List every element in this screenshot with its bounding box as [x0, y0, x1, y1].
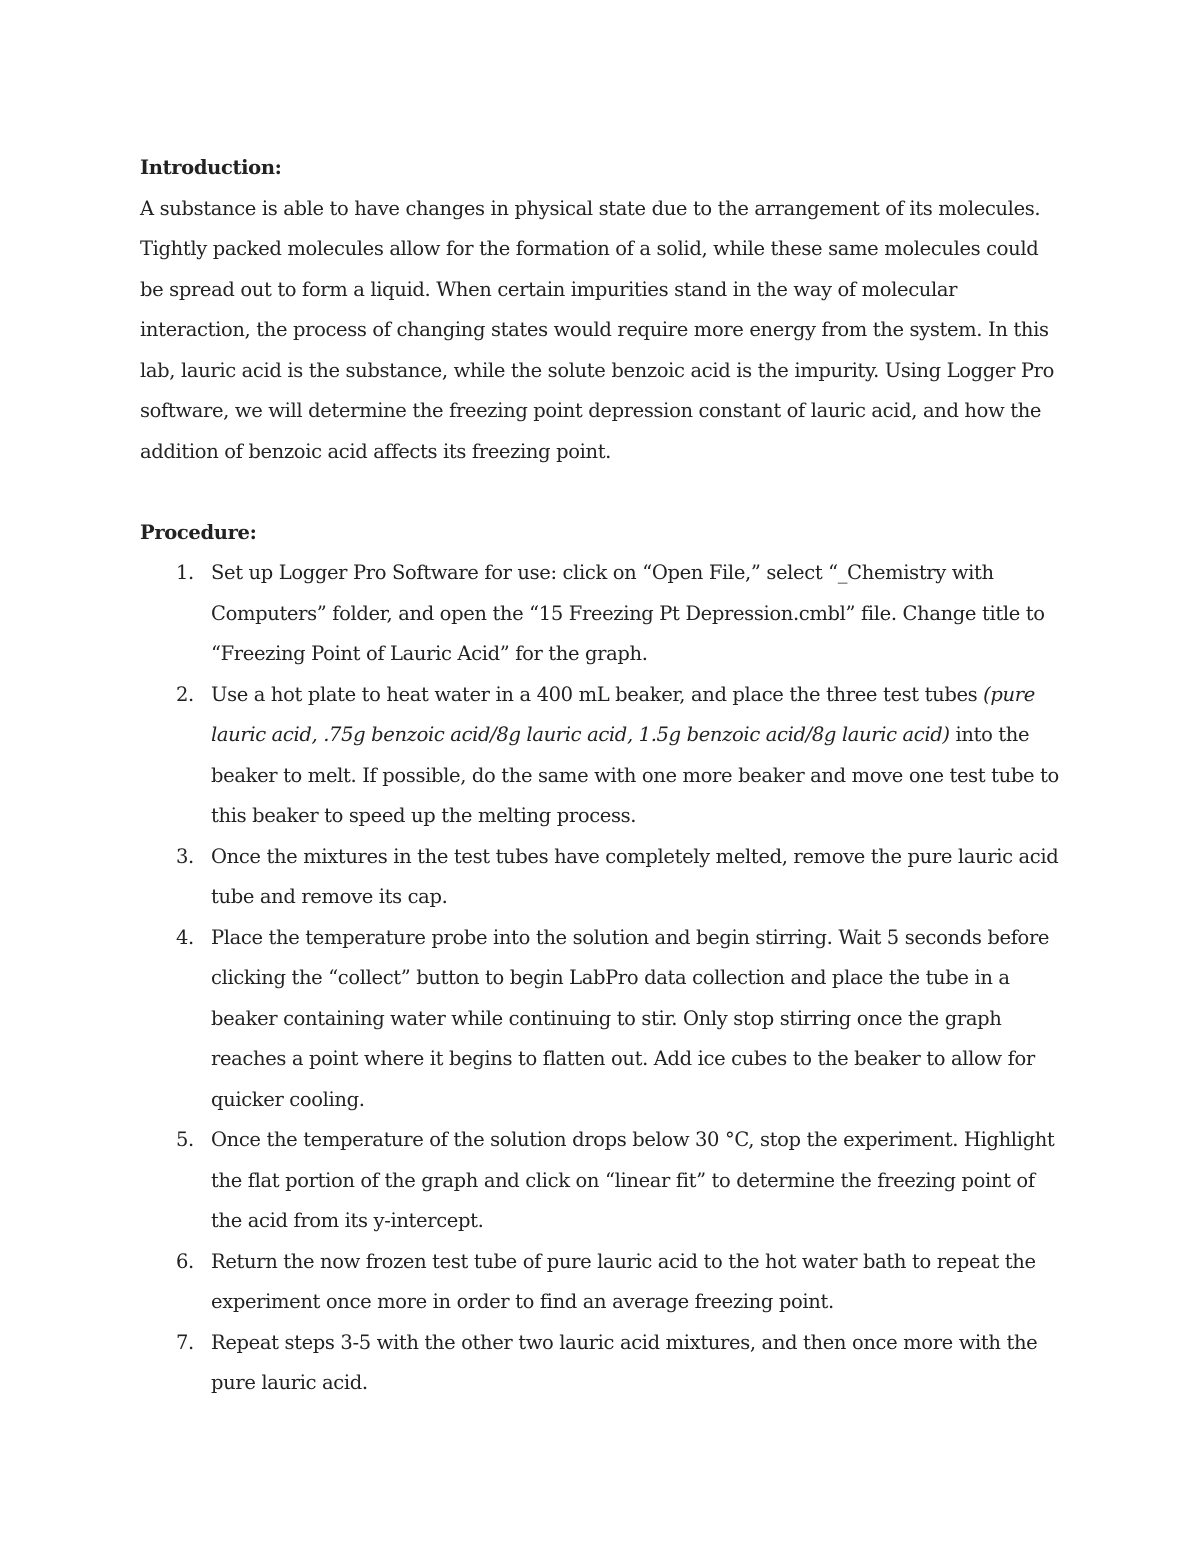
step-text: Repeat steps 3-5 with the other two lauric acid mixtures, and then once more with the pure lauric acid. — [211, 1330, 1038, 1394]
step-text-pre: Use a hot plate to heat water in a 400 mL beaker, and place the three test tubes — [211, 682, 984, 706]
step-number: 6. — [176, 1249, 194, 1273]
step-number: 5. — [176, 1128, 194, 1151]
step-text: Set up Logger Pro Software for use: click on “Open File,” select “_Chemistry with Computers” folder, and open the “15 Freezing Pt Depression.cmbl” file. Change title to “Freezing Point of Lauric Acid” for the graph. — [211, 561, 1045, 665]
step-text: Once the temperature of the solution drops below 30 °C, stop the experiment. Highlight the flat portion of the graph and click on “linear fit” to determine the freezing point of the acid from its y-intercept. — [211, 1128, 1055, 1232]
step-text: Once the mixtures in the test tubes have completely melted, remove the pure lauric acid tube and remove its cap. — [211, 844, 1059, 908]
introduction-paragraph: A substance is able to have changes in physical state due to the arrangement of its molecules. Tightly packed molecules allow for the formation of a solid, while these same molecules could be spread out to form a liquid. When certain impurities stand in the way of molecular interaction, the process of changing states would require more energy from the system. In this lab, lauric acid is the substance, while the solute benzoic acid is the impurity. Using Logger Pro software, we will determine the freezing point depression constant of lauric acid, and how the addition of benzoic acid affects its freezing point. — [140, 196, 1055, 463]
procedure-step-6 — [140, 1242, 1065, 1323]
step-text-post: into the beaker to melt. If possible, do the same with one more beaker and move one test tube to this beaker to speed up the melting process. — [211, 723, 1059, 827]
introduction-heading: Introduction: — [140, 156, 282, 179]
section-spacer — [140, 472, 1065, 513]
procedure-step-3 — [140, 837, 1065, 918]
procedure-step-7 — [140, 1323, 1065, 1404]
step-text: Return the now frozen test tube of pure lauric acid to the hot water bath to repeat the experiment once more in order to find an average freezing point. — [211, 1249, 1036, 1313]
procedure-list — [140, 553, 1065, 1404]
procedure-step-4 — [140, 918, 1065, 1121]
procedure-heading: Procedure: — [140, 520, 257, 544]
procedure-step-1 — [140, 553, 1065, 675]
step-text-italic: (pure lauric acid, .75g benzoic acid/8g lauric acid, 1.5g benzoic acid/8g lauric acid) — [211, 682, 1035, 746]
step-number: 4. — [176, 925, 194, 949]
procedure-step-2 — [140, 675, 1065, 837]
step-number: 7. — [176, 1330, 194, 1354]
step-number: 1. — [176, 561, 194, 584]
document-body — [140, 148, 1065, 1404]
step-number: 3. — [176, 844, 194, 868]
step-number: 2. — [176, 682, 194, 706]
procedure-step-5 — [140, 1120, 1065, 1242]
step-text: Place the temperature probe into the solution and begin stirring. Wait 5 seconds before clicking the “collect” button to begin LabPro data collection and place the tube in a beaker containing water while continuing to stir. Only stop stirring once the graph reaches a point where it begins to flatten out. Add ice cubes to the beaker to allow for quicker cooling. — [211, 925, 1050, 1111]
